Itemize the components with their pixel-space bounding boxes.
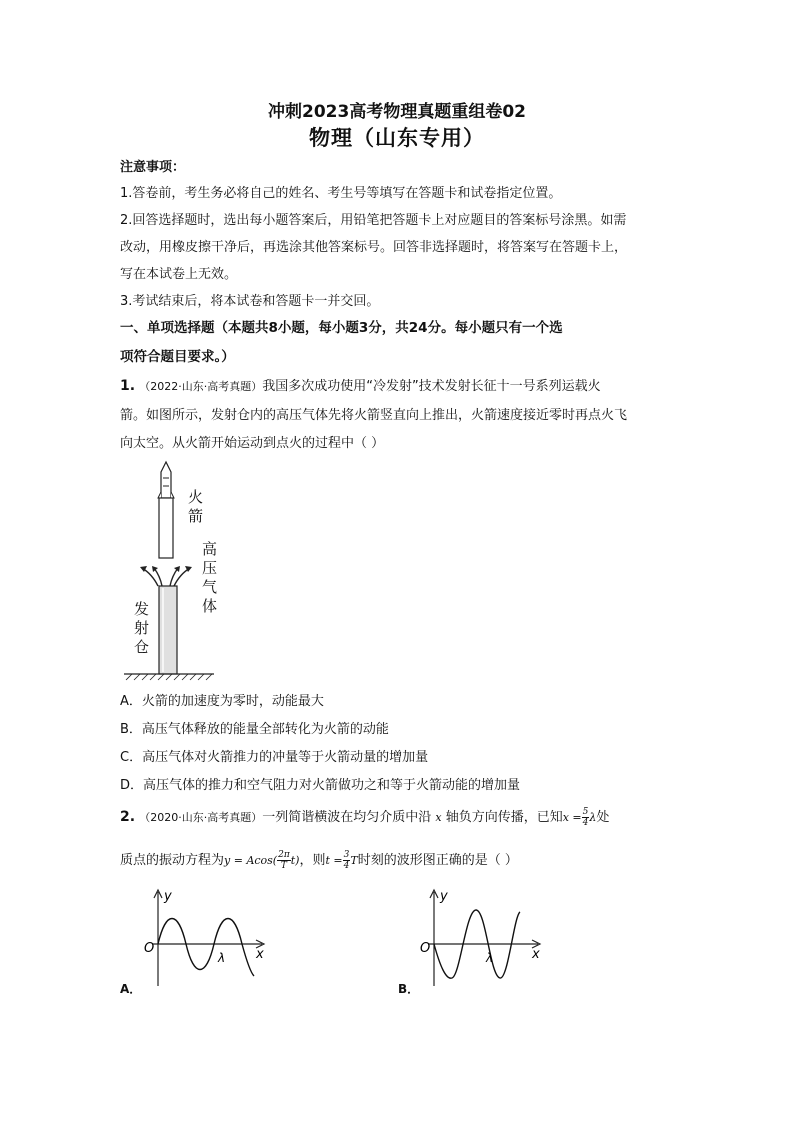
question-2-text-4: 质点的振动方程为 [120, 853, 225, 868]
gas-label: 高压气体 [202, 540, 218, 615]
graph-b-y-label: y [440, 889, 448, 904]
equation-fraction: $\frac{2\pi}{T}$ [278, 850, 290, 871]
question-2-text-6: 时刻的波形图正确的是（ ） [357, 853, 518, 868]
equation-t: t) [290, 854, 300, 867]
gas-arrows [142, 568, 190, 586]
question-2-text-1: 一列简谐横波在均匀介质中沿 [262, 810, 432, 825]
graph-b-option: B． [398, 982, 420, 996]
question-1-line-1 [120, 373, 601, 400]
notice-item-1: 1.答卷前，考生务必将自己的姓名、考生号等填写在答题卡和试卷指定位置。 [120, 186, 562, 201]
position-fraction: $\frac{5}{4}$ [582, 807, 589, 828]
launch-chamber [159, 586, 177, 674]
question-2-source: （2020·山东·高考真题） [139, 811, 263, 824]
q1-option-d: D．高压气体的推力和空气阻力对火箭做功之和等于火箭动能的增加量 [120, 778, 521, 793]
question-2-text-3: 处 [596, 810, 610, 825]
graph-a-option: A． [120, 982, 142, 996]
x-symbol: x [435, 811, 442, 824]
graph-b-lambda: λ [486, 951, 494, 965]
notice-item-2-end: 写在本试卷上无效。 [120, 267, 238, 282]
section-heading: 一、单项选择题（本题共8小题，每小题3分，共24分。每小题只有一个选 [120, 320, 563, 336]
rocket-label: 火箭 [188, 488, 204, 525]
wave-graph-b [414, 886, 546, 990]
notice-heading: 注意事项： [120, 160, 186, 175]
exam-title: 冲刺2023高考物理真题重组卷02 [268, 102, 526, 122]
notice-item-2: 2.回答选择题时，选出每小题答案后，用铅笔把答题卡上对应题目的答案标号涂黑。如需 [120, 213, 627, 228]
exam-subtitle: 物理（山东专用） [309, 126, 485, 150]
wave-curve-a [158, 919, 254, 977]
rocket-shape [158, 462, 174, 558]
question-2-text-2: 轴负方向传播，已知 [445, 810, 563, 825]
question-1-source: （2022·山东·高考真题） [139, 380, 263, 393]
q1-option-b: B．高压气体释放的能量全部转化为火箭的动能 [120, 722, 389, 737]
question-1-line-3: 向太空。从火箭开始运动到点火的过程中（ ） [120, 436, 385, 451]
question-2-text-5: ，则 [299, 853, 326, 868]
question-2-line-1 [120, 802, 609, 832]
notice-item-3: 3.考试结束后，将本试卷和答题卡一并交回。 [120, 294, 380, 309]
question-1-text-1: 我国多次成功使用“冷发射”技术发射长征十一号系列运载火 [262, 379, 601, 394]
section-heading-cont: 项符合题目要求。） [120, 349, 235, 365]
equation-lhs: y = Acos( [224, 854, 278, 867]
graph-b-x-label: x [532, 947, 540, 962]
notice-item-2-cont: 改动，用橡皮擦干净后，再选涂其他答案标号。回答非选择题时，将答案写在答题卡上， [120, 240, 628, 255]
lambda-symbol: λ [589, 811, 597, 824]
q1-option-c: C．高压气体对火箭推力的冲量等于火箭动量的增加量 [120, 750, 429, 765]
question-2-number: 2. [120, 809, 136, 825]
chamber-label: 发射仓 [134, 600, 150, 656]
position-lhs: x = [562, 811, 582, 824]
time-lhs: t = [325, 854, 343, 867]
graph-a-x-label: x [256, 947, 264, 962]
question-2-line-2 [120, 846, 518, 876]
q1-option-a: A．火箭的加速度为零时，动能最大 [120, 694, 324, 709]
graph-b-origin: O [420, 941, 431, 956]
graph-a-lambda: λ [218, 951, 226, 965]
period-symbol: T [350, 854, 358, 867]
wave-graph-a [138, 886, 270, 990]
graph-a-origin: O [144, 941, 155, 956]
question-1-number: 1. [120, 378, 136, 394]
time-fraction: $\frac{3}{4}$ [343, 850, 350, 871]
question-1-line-2: 箭。如图所示，发射仓内的高压气体先将火箭竖直向上推出，火箭速度接近零时再点火飞 [120, 408, 628, 423]
graph-a-y-label: y [164, 889, 172, 904]
